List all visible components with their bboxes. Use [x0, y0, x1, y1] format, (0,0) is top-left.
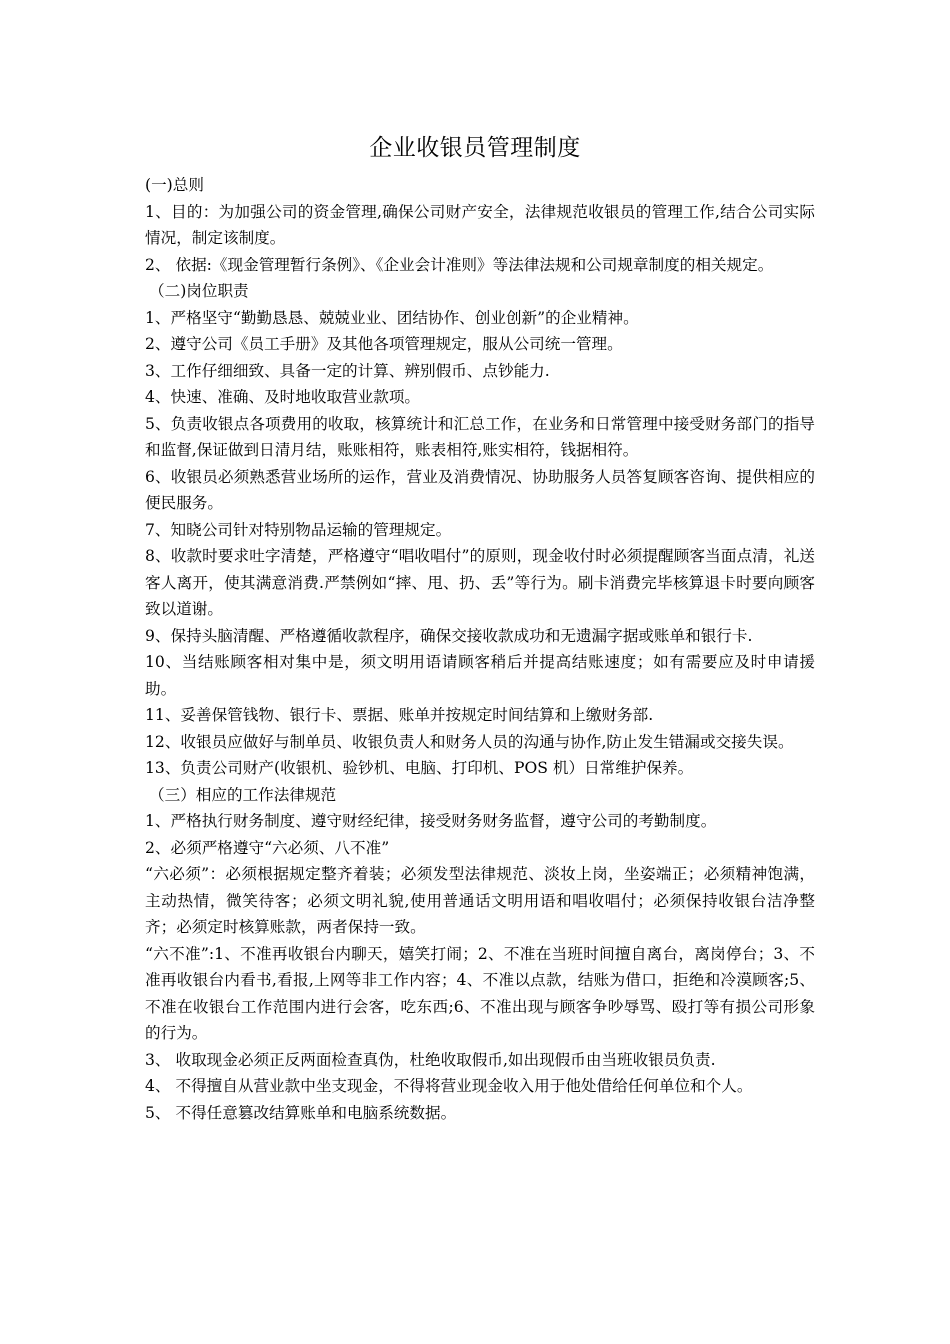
paragraph: 5、 不得任意篡改结算账单和电脑系统数据。	[145, 1103, 457, 1122]
document-title: 企业收银员管理制度	[369, 135, 581, 161]
paragraph: 13、负责公司财产(收银机、验钞机、电脑、打印机、POS 机）日常维护保养。	[145, 759, 694, 777]
section-heading-duties: （二)岗位职责	[149, 282, 249, 300]
paragraph: 11、妥善保管钱物、银行卡、票据、账单并按规定时间结算和上缴财务部.	[145, 706, 654, 724]
paragraph: 6、收银员必须熟悉营业场所的运作，营业及消费情况、协助服务人员答复顾客咨询、提供相应的便民服务。	[145, 467, 815, 512]
paragraph: 4、 不得擅自从营业款中坐支现金，不得将营业现金收入用于他处借给任何单位和个人。	[145, 1077, 753, 1095]
paragraph: 9、保持头脑清醒、严格遵循收款程序，确保交接收款成功和无遗漏字据或账单和银行卡.	[145, 626, 753, 645]
paragraph: 8、收款时要求吐字清楚，严格遵守“唱收唱付”的原则，现金收付时必须提醒顾客当面点清，礼送客人离开，使其满意消费.严禁例如“摔、甩、扔、丢”等行为。刷卡消费完毕核算退卡时要向顾客致以道谢。	[145, 547, 815, 618]
section-heading-work-norms: （三）相应的工作法律规范	[149, 785, 337, 804]
document-body	[145, 172, 815, 1126]
paragraph: 7、知晓公司针对特别物品运输的管理规定。	[145, 520, 452, 539]
paragraph: 4、快速、准确、及时地收取营业款项。	[145, 388, 421, 406]
paragraph: 1、严格坚守“勤勤恳恳、兢兢业业、团结协作、创业创新”的企业精神。	[145, 308, 639, 327]
paragraph: “六必须”：必须根据规定整齐着装；必须发型法律规范、淡妆上岗，坐姿端正；必须精神饱满，主动热情，微笑待客；必须文明礼貌,使用普通话文明用语和唱收唱付；必须保持收银台洁净整齐；必须定时核算账款，两者保持一致。	[145, 865, 815, 936]
section-heading-general: (一)总则	[145, 176, 204, 194]
paragraph: 1、目的：为加强公司的资金管理,确保公司财产安全，法律规范收银员的管理工作,结合公司实际情况，制定该制度。	[145, 202, 815, 247]
paragraph: 3、工作仔细细致、具备一定的计算、辨别假币、点钞能力.	[145, 361, 550, 380]
paragraph: 3、 收取现金必须正反两面检查真伪，杜绝收取假币,如出现假币由当班收银员负责.	[145, 1050, 716, 1069]
paragraph: 2、遵守公司《员工手册》及其他各项管理规定，服从公司统一管理。	[145, 335, 623, 353]
paragraph: 2、必须严格遵守“六必须、八不准”	[145, 838, 390, 857]
paragraph: 2、 依据:《现金管理暂行条例》、《企业会计准则》等法律法规和公司规章制度的相关规定。	[145, 255, 774, 274]
paragraph: 5、负责收银点各项费用的收取，核算统计和汇总工作，在业务和日常管理中接受财务部门的指导和监督,保证做到日清月结，账账相符，账表相符,账实相符，钱据相符。	[145, 414, 815, 459]
paragraph: 10、当结账顾客相对集中是，须文明用语请顾客稍后并提高结账速度；如有需要应及时申请援助。	[145, 653, 815, 698]
paragraph: 12、收银员应做好与制单员、收银负责人和财务人员的沟通与协作,防止发生错漏或交接失误。	[145, 732, 794, 751]
paragraph: “六不准”:1、不准再收银台内聊天，嬉笑打闹；2、不准在当班时间擅自离台，离岗停台；3、不准再收银台内看书,看报,上网等非工作内容；4、不准以点款，结账为借口，拒绝和冷漠顾客;5、不准在收银台工作范围内进行会客，吃东西;6、不准出现与顾客争吵辱骂、殴打等有损公司形象的行为。	[145, 944, 815, 1042]
paragraph: 1、严格执行财务制度、遵守财经纪律，接受财务财务监督，遵守公司的考勤制度。	[145, 812, 717, 830]
